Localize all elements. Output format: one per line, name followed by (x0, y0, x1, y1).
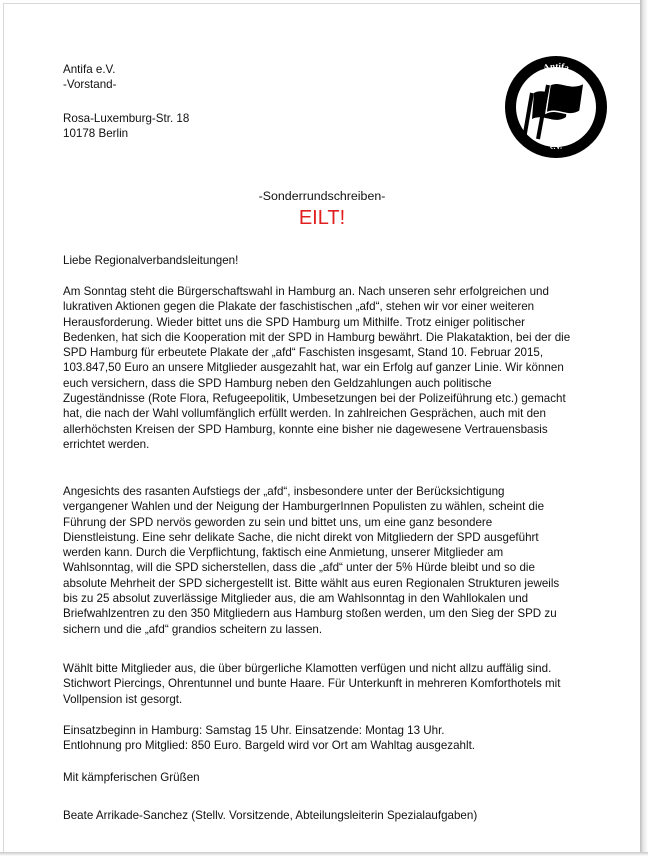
text-line: Einsatzbeginn in Hamburg: Samstag 15 Uhr. Einsatzende: Montag 13 Uhr. (63, 724, 445, 737)
text-line: Wählt bitte Mitglieder aus, die über bürgerliche Klamotten verfügen und nicht allzu auffälig sind. (63, 662, 552, 675)
greeting: Liebe Regionalverbandsleitungen! (63, 254, 239, 267)
paragraph-3 (63, 661, 560, 707)
text-line: Zugeständnisse (Rote Flora, Refugeepolitik, Umbesetzungen bei der Polizeiführung etc.) gemacht (63, 392, 566, 406)
text-line: Am Sonntag steht die Bürgerschaftswahl in Hamburg an. Nach unseren sehr erfolgreichen und (63, 285, 549, 298)
text-line: lukrativen Aktionen gegen die Plakate der faschistischen „afd“, stehen wir vor einer weiteren (63, 300, 535, 314)
text-line: Angesichts des rasanten Aufstiegs der „afd“, insbesondere unter der Berücksichtigung (63, 485, 505, 498)
text-line: 103.847,50 Euro an unsere Mitglieder ausgezahlt hat, war ein Erfolg auf ganzer Linie. Wir können (63, 361, 564, 375)
paragraph-1 (63, 284, 570, 452)
urgent-heading: EILT! (298, 207, 346, 229)
sender-line: Antifa e.V. (63, 63, 116, 76)
text-line: Dienstleistung. Eine sehr delikate Sache, die nicht direkt von Mitgliedern der SPD ausgeführt (63, 530, 539, 544)
text-line: werden kann. Durch die Verpflichtung, faktisch eine Anmietung, unserer Mitglieder am (63, 546, 504, 560)
text-line: Entlohnung pro Mitglied: 850 Euro. Bargeld wird vor Ort am Wahltag ausgezahlt. (63, 739, 476, 753)
address-city: 10178 Berlin (63, 127, 129, 141)
text-line: absolute Mehrheit der SPD sichergestellt ist. Bitte wählt aus euren Regionalen Strukturen jeweils (63, 576, 560, 590)
text-line: sichern und die „afd“ grandios scheitern zu lassen. (63, 622, 323, 636)
address-street: Rosa-Luxemburg-Str. 18 (63, 112, 190, 125)
logo-top-text: Antifa (542, 60, 571, 73)
page-shadow-right (640, 0, 648, 856)
signature-line: Beate Arrikade-Sanchez (Stellv. Vorsitzende, Abteilungsleiterin Spezialaufgaben) (63, 809, 478, 822)
sender-block (63, 62, 117, 93)
subject-line: -Sonderrundschreiben- (258, 189, 386, 203)
text-line: Briefwahlzentren zu den 350 Mitgliedern aus Hamburg stoßen werden, um den Sieg der SPD zu (63, 607, 557, 621)
logo-bottom-text: e.V. (549, 141, 563, 152)
text-line: Führung der SPD nervös geworden zu sein und bittet uns, um eine ganz besondere (63, 515, 493, 529)
text-line: hat, die nach der Wahl vollumfänglich erfüllt werden. In zahlreichen Gesprächen, auch mit den (63, 407, 546, 421)
closing-line: Mit kämpferischen Grüßen (63, 771, 200, 784)
address-block (63, 111, 189, 142)
text-line: Vollpension ist gesorgt. (63, 692, 183, 706)
antifa-logo (504, 55, 608, 159)
paragraph-4 (63, 723, 475, 754)
text-line: vergangener Wahlen und der Neigung der HamburgerInnen Populisten zu wählen, scheint die (63, 500, 545, 514)
sender-line: -Vorstand- (63, 78, 117, 92)
text-line: Wahlsonntag, will die SPD sicherstellen, dass die „afd“ unter der 5% Hürde bleibt und so die (63, 561, 535, 575)
text-line: Herausforderung. Wieder bittet uns die SPD Hamburg um Mithilfe. Trotz einiger politischer (63, 315, 526, 329)
text-line: errichtet werden. (63, 437, 150, 451)
text-line: Bedenken, hat sich die Kooperation mit der SPD in Hamburg bewährt. Die Plakataktion, bei der die (63, 330, 571, 344)
text-line: allerhöchsten Kreisen der SPD Hamburg, konnte eine bisher nie dagewesene Vertrauensbasis (63, 422, 548, 436)
text-line: bis zu 25 absolut zuverlässige Mitglieder aus, die am Wahlsonntag in den Wahllokalen und (63, 592, 529, 606)
page-shadow-bottom (0, 852, 648, 856)
text-line: euch versichern, dass die SPD Hamburg neben den Geldzahlungen auch politische (63, 376, 492, 390)
text-line: Stichwort Piercings, Ohrentunnel und bunte Haare. Für Unterkunft in mehreren Komforthotels mit (63, 677, 561, 691)
text-line: SPD Hamburg für erbeutete Plakate der „afd“ Faschisten insgesamt, Stand 10. Februar 2015, (63, 346, 544, 360)
paragraph-2 (63, 484, 559, 637)
